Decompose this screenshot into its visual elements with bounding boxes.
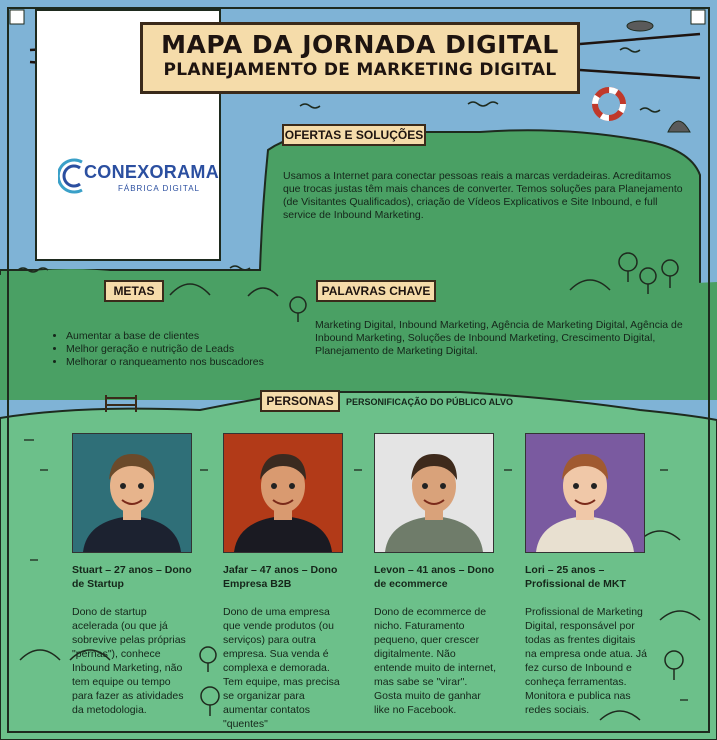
- persona-name: Lori – 25 anos – Profissional de MKT: [525, 564, 626, 590]
- goals-list-wrap: [52, 330, 292, 369]
- persona-card: [525, 433, 647, 717]
- persona-photo: [374, 433, 494, 553]
- persona-name: Levon – 41 anos – Dono de ecommerce: [374, 564, 495, 590]
- logo-tagline: FÁBRICA DIGITAL: [118, 184, 200, 193]
- person-portrait-icon: [526, 434, 644, 552]
- personas-label: PERSONAS: [260, 390, 340, 412]
- page-title: MAPA DA JORNADA DIGITAL: [161, 30, 559, 59]
- logo-name: CONEXORAMA: [84, 162, 220, 182]
- persona-description: Dono de ecommerce de nicho. Faturamento pequeno, quer crescer digitalmente. Não entende muito de internet, mas sabe se "virar". Gosta muito de ganhar like no Facebook.: [374, 606, 497, 716]
- offers-text: Usamos a Internet para conectar pessoas reais a marcas verdadeiras. Acreditamos que trocas justas têm mais chances de converter. Temos soluções para Planejamento (de Visitantes Qualificados), criação de Vídeos Explicativos e Site Inbound, e full service de Inbound Marketing.: [283, 170, 683, 221]
- persona-description: Dono de uma empresa que vende produtos (ou serviços) para outra empresa. Sua venda é complexa e demorada. Tem equipe, mas precisa se organizar para aumentar contatos "quentes": [223, 606, 340, 730]
- goal-item: • Melhor geração e nutrição de Leads: [66, 343, 292, 356]
- persona-description: Profissional de Marketing Digital, responsável por todas as frentes digitais na empresa onde atua. Já fez curso de Inbound e conheça ferramentas. Monitora e publica nas redes sociais.: [525, 606, 648, 716]
- persona-card: [223, 433, 345, 731]
- persona-photo: [72, 433, 192, 553]
- keywords-label: PALAVRAS CHAVE: [316, 280, 436, 302]
- goals-list: [52, 330, 292, 369]
- persona-card: [374, 433, 496, 717]
- goal-item: • Aumentar a base de clientes: [66, 330, 292, 343]
- title-banner: [140, 22, 580, 94]
- keywords-text: Marketing Digital, Inbound Marketing, Agência de Marketing Digital, Agência de Inbound Marketing, Soluções de Inbound Marketing, Crescimento Digital, Planejamento de Marketing Digital.: [315, 319, 683, 357]
- persona-name: Jafar – 47 anos – Dono Empresa B2B: [223, 564, 338, 590]
- page-subtitle: PLANEJAMENTO DE MARKETING DIGITAL: [163, 60, 557, 80]
- persona-description: Dono de startup acelerada (ou que já sobrevive pelas próprias "pernas"), conhece Inbound Marketing, não tem equipe ou tempo para fazer as atividades da metodologia.: [72, 606, 186, 716]
- goal-item: • Melhorar o ranqueamento nos buscadores: [66, 356, 292, 369]
- person-portrait-icon: [224, 434, 342, 552]
- persona-card: [72, 433, 194, 717]
- offers-label: OFERTAS E SOLUÇÕES: [282, 124, 426, 146]
- goals-label: METAS: [104, 280, 164, 302]
- persona-photo: [525, 433, 645, 553]
- personas-sublabel: PERSONIFICAÇÃO DO PÚBLICO ALVO: [346, 397, 514, 407]
- persona-photo: [223, 433, 343, 553]
- company-logo: [58, 152, 220, 202]
- person-portrait-icon: [375, 434, 493, 552]
- persona-name: Stuart – 27 anos – Dono de Startup: [72, 564, 192, 590]
- person-portrait-icon: [73, 434, 191, 552]
